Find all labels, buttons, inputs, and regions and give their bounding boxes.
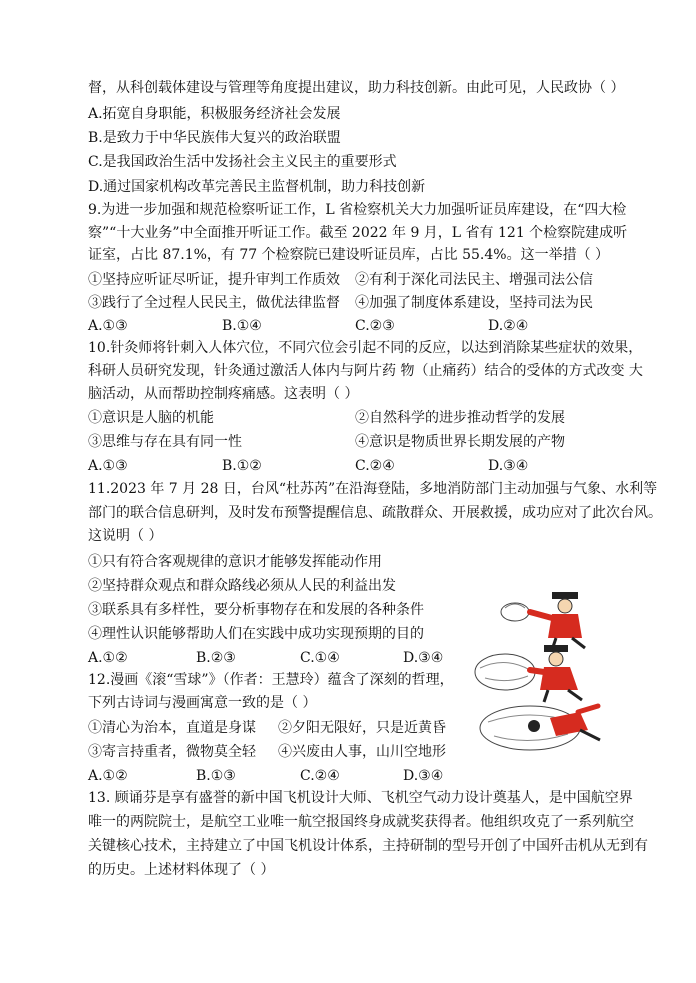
q9-choice-b: B.①④ [222,318,262,334]
q12-item-2: ②夕阳无限好，只是近黄昏 [278,720,446,736]
cartoon-figure-bottom [480,706,600,750]
q11-stem-line: 11.2023 年 7 月 28 日，台风“杜苏芮”在沿海登陆，多地消防部门主动加强与气象、水利等 [88,481,658,497]
q11-item-1: ①只有符合客观规律的意识才能够发挥能动作用 [88,554,382,570]
q12-choice-d: D.③④ [403,768,444,784]
q10-choice-b: B.①② [222,458,262,474]
q7-option-b: B.是致力于中华民族伟大复兴的政治联盟 [88,130,341,146]
q7-option-a: A.拓宽自身职能，积极服务经济社会发展 [88,106,341,122]
q9-item-4: ④加强了制度体系建设，坚持司法为民 [355,295,593,311]
snowball-cartoon-image [460,590,625,755]
q10-choice-d: D.③④ [488,458,529,474]
q10-choice-a: A.①③ [88,458,128,474]
q11-choice-d: D.③④ [403,650,444,666]
q9-stem-line: 察”“十大业务”中全面推开听证工作。截至 2022 年 9 月，L 省有 121 个检察院建成听 [88,225,628,241]
q9-item-3: ③践行了全过程人民民主，做优法律监督 [88,295,340,311]
q10-stem-line: 10.针灸师将针刺入人体穴位，不同穴位会引起不同的反应，以达到消除某些症状的效果， [88,340,643,356]
q10-item-1: ①意识是人脑的机能 [88,410,214,426]
cartoon-figure-middle [475,645,582,702]
q9-item-2: ②有利于深化司法民主、增强司法公信 [355,272,593,288]
q11-stem-line: 这说明（ ） [88,528,163,544]
q11-choice-b: B.②③ [196,650,236,666]
q12-stem-line: 12.漫画《滚“雪球”》（作者：王慧玲）蕴含了深刻的哲理， [88,672,454,688]
q12-item-1: ①清心为治本，直道是身谋 [88,720,256,736]
q10-choice-c: C.②④ [355,458,395,474]
q10-stem-line: 脑活动，从而帮助控制疼痛感。这表明（ ） [88,386,359,402]
q11-stem-line: 部门的联合信息研判，及时发布预警提醒信息、疏散群众、开展救援，成功应对了此次台风。 [88,505,662,521]
q11-item-4: ④理性认识能够帮助人们在实践中成功实现预期的目的 [88,626,424,642]
q13-stem-line: 唯一的两院院士，是航空工业唯一航空报国终身成就奖获得者。他组织攻克了一系列航空 [88,814,634,830]
q11-item-3: ③联系具有多样性，要分析事物存在和发展的各种条件 [88,602,424,618]
q13-stem-line: 的历史。上述材料体现了（ ） [88,862,275,878]
q9-choice-d: D.②④ [488,318,529,334]
q11-choice-a: A.①② [88,650,128,666]
q9-stem-line: 证室，占比 87.1%，有 77 个检察院已建设听证员库，占比 55.4%。这一举措（ ） [88,247,610,263]
q10-stem-line: 科研人员研究发现，针灸通过激活人体内与阿片药 物（止痛药）结合的受体的方式改变 大 [88,363,643,379]
q7-option-c: C.是我国政治生活中发扬社会主义民主的重要形式 [88,154,397,170]
q10-item-4: ④意识是物质世界长期发展的产物 [355,434,565,450]
cartoon-figure-top [501,592,585,650]
q9-stem-line: 9.为进一步加强和规范检察听证工作，L 省检察机关大力加强听证员库建设，在“四大检 [88,202,627,218]
q11-choice-c: C.①④ [300,650,340,666]
q12-choice-a: A.①② [88,768,128,784]
q9-item-1: ①坚持应听证尽听证，提升审判工作质效 [88,272,340,288]
q11-item-2: ②坚持群众观点和群众路线必须从人民的利益出发 [88,578,396,594]
q12-choice-b: B.①③ [196,768,236,784]
q9-choice-a: A.①③ [88,318,128,334]
q10-item-2: ②自然科学的进步推动哲学的发展 [355,410,565,426]
q12-choice-c: C.②④ [300,768,340,784]
q13-stem-line: 关键核心技术，主持建立了中国飞机设计体系，主持研制的型号开创了中国歼击机从无到有 [88,838,648,854]
q12-stem-line: 下列古诗词与漫画寓意一致的是（ ） [88,695,317,711]
q7-stem-line: 督，从科创载体建设与管理等角度提出建议，助力科技创新。由此可见，人民政协（ ） [88,80,625,96]
q7-option-d: D.通过国家机构改革完善民主监督机制，助力科技创新 [88,179,426,195]
q12-item-4: ④兴废由人事，山川空地形 [278,744,446,760]
q9-choice-c: C.②③ [355,318,395,334]
q10-item-3: ③思维与存在具有同一性 [88,434,242,450]
q13-stem-line: 13. 顾诵芬是享有盛誉的新中国飞机设计大师、飞机空气动力设计奠基人，是中国航空界 [88,790,633,806]
q12-item-3: ③寄言持重者，微物莫全轻 [88,744,256,760]
